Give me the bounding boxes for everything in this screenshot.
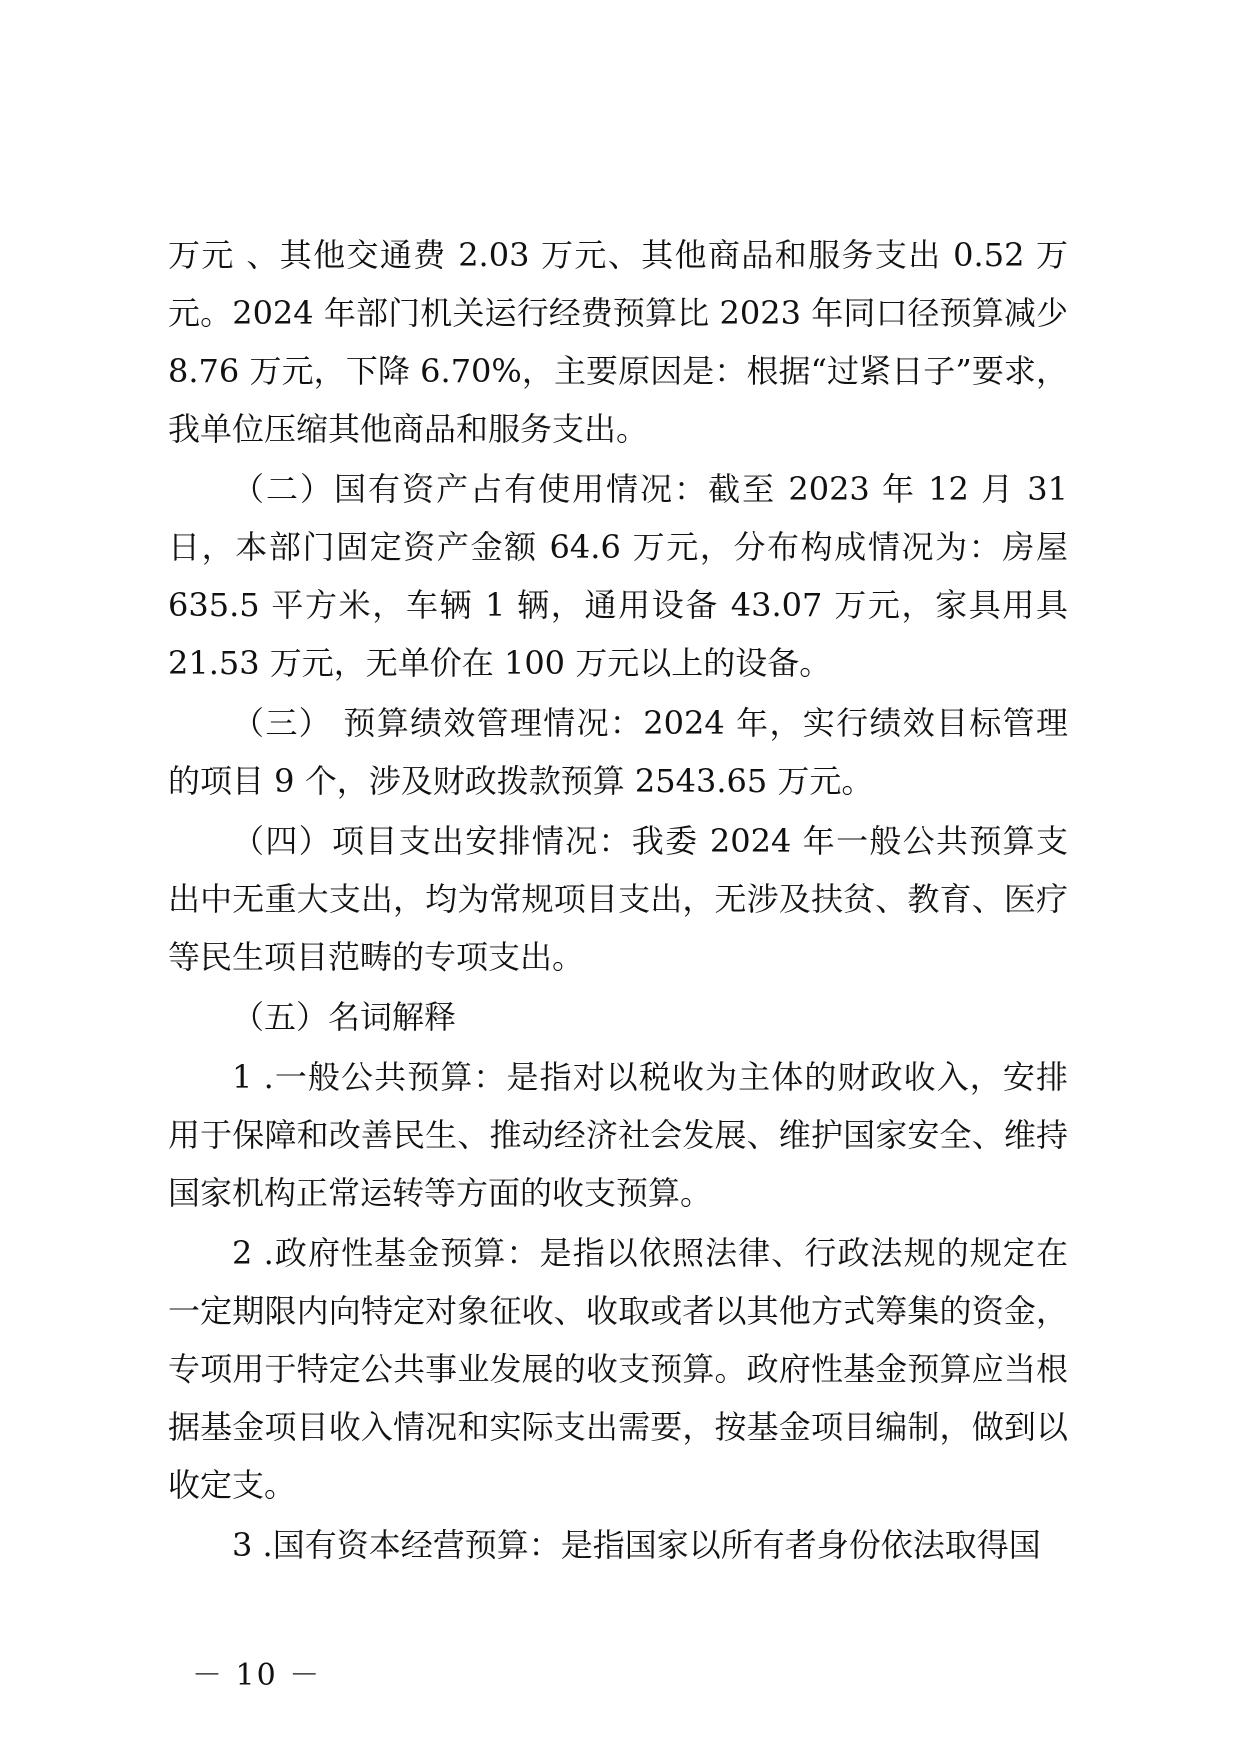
section-heading-glossary: （五）名词解释 [232,998,457,1036]
paragraph-project-expenditure: （四）项目支出安排情况：我委 2024 年一般公共预算支出中无重大支出，均为常规项目支出，无涉及扶贫、教育、医疗等民生项目范畴的专项支出。 [168,822,1068,976]
document-body [168,226,1068,1574]
page-number: － 10 － [192,1658,322,1693]
glossary-item-general-budget: 1 .一般公共预算：是指对以税收为主体的财政收入，安排用于保障和改善民生、推动经济社会发展、维护国家安全、维持国家机构正常运转等方面的收支预算。 [168,1058,1068,1212]
glossary-item-state-capital-budget: 3 .国有资本经营预算：是指国家以所有者身份依法取得国 [232,1526,1041,1564]
paragraph-performance-management: （三） 预算绩效管理情况：2024 年，实行绩效目标管理的项目 9 个，涉及财政拨款预算 2543.65 万元。 [168,704,1068,800]
paragraph-state-assets: （二）国有资产占有使用情况：截至 2023 年 12 月 31 日，本部门固定资产金额 64.6 万元，分布构成情况为：房屋 635.5 平方米，车辆 1 辆，通用设备 43.07 万元，家具用具 21.53 万元，无单价在 100 万元以上的设备。 [168,470,1068,682]
glossary-item-government-fund-budget: 2 .政府性基金预算：是指以依照法律、行政法规的规定在一定期限内向特定对象征收、收取或者以其他方式筹集的资金，专项用于特定公共事业发展的收支预算。政府性基金预算应当根据基金项目收入情况和实际支出需要，按基金项目编制，做到以收定支。 [168,1234,1068,1504]
paragraph-operating-costs: 万元 、其他交通费 2.03 万元、其他商品和服务支出 0.52 万元。2024 年部门机关运行经费预算比 2023 年同口径预算减少 8.76 万元，下降 6.70%，主要原因是：根据“过紧日子”要求，我单位压缩其他商品和服务支出。 [168,236,1068,448]
